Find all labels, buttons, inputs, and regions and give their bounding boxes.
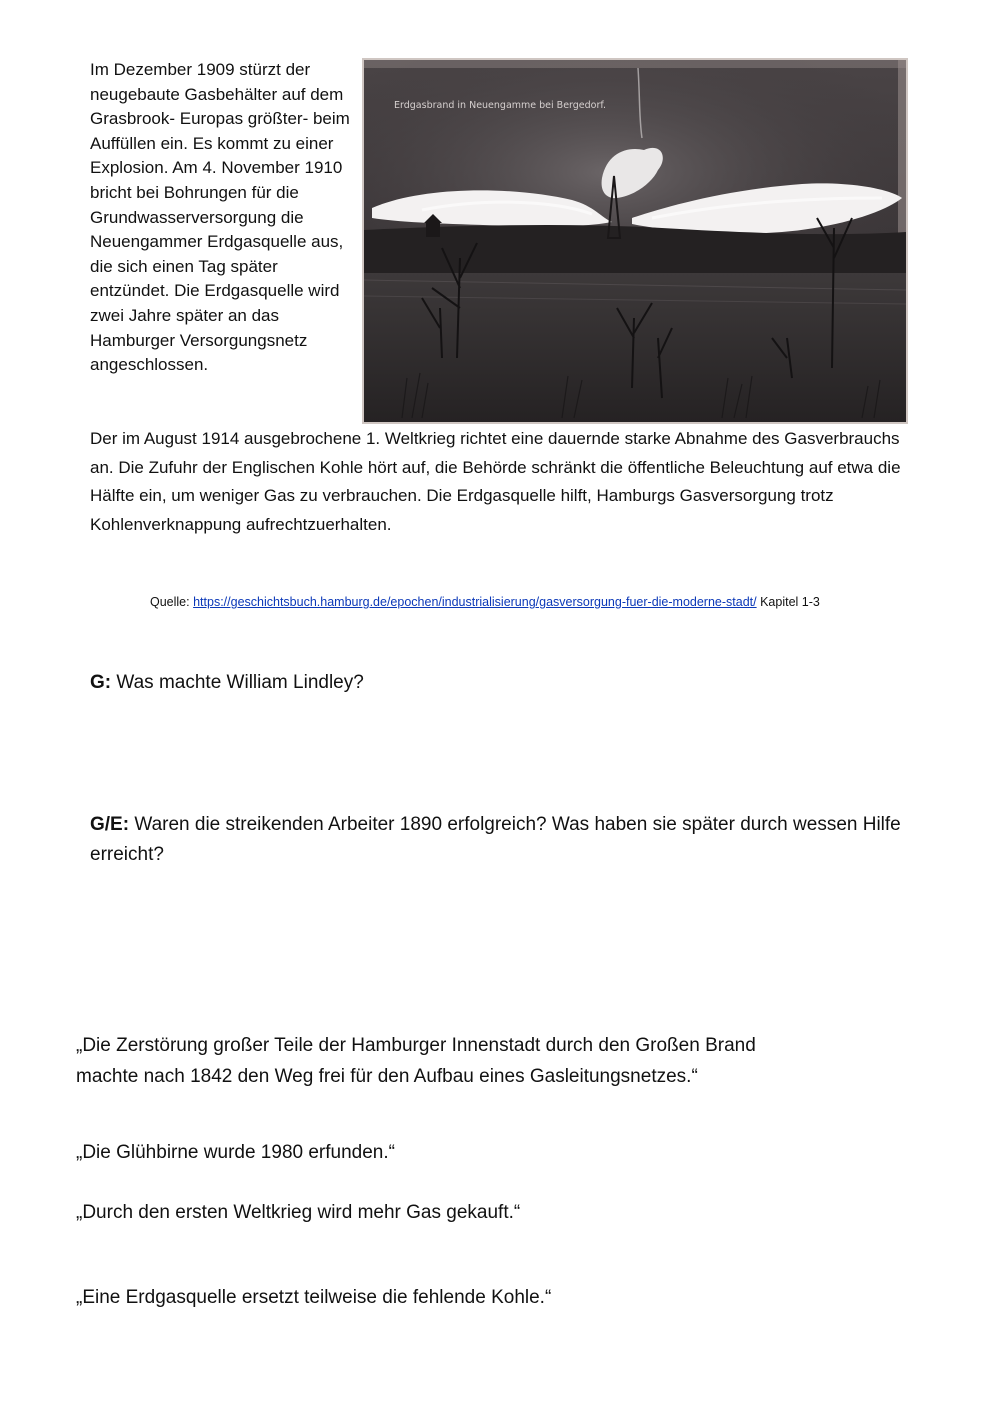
statement-3: „Durch den ersten Weltkrieg wird mehr Gas gekauft.“ (76, 1202, 521, 1223)
source-suffix: Kapitel 1-3 (760, 595, 820, 609)
statement-1: „Die Zerstörung großer Teile der Hamburger Innenstadt durch den Großen Brand machte nach 1842 den Weg frei für den Aufbau eines Gasleitungsnetzes.“ (76, 1035, 756, 1087)
statement-4: „Eine Erdgasquelle ersetzt teilweise die fehlende Kohle.“ (76, 1287, 552, 1308)
question-1-tag: G: (90, 672, 112, 693)
statement-2: „Die Glühbirne wurde 1980 erfunden.“ (76, 1142, 395, 1163)
second-paragraph: Der im August 1914 ausgebrochene 1. Weltkrieg richtet eine dauernde starke Abnahme des Gasverbrauchs an. Die Zufuhr der Englischen Kohle hört auf, die Behörde schränkt die öffentliche Beleuchtung auf etwa die Hälfte ein, um weniger Gas zu verbrauchen. Die Erdgasquelle hilft, Hamburgs Gasversorgung trotz Kohlenverknappung aufrechtzuerhalten. (90, 429, 901, 534)
source-label: Quelle: (150, 595, 190, 609)
intro-paragraph: Im Dezember 1909 stürzt der neugebaute Gasbehälter auf dem Grasbrook- Europas größter- beim Auffüllen ein. Es kommt zu einer Explosion. Am 4. November 1910 bricht bei Bohrungen für die Grundwasserversorgung die Neuengammer Erdgasquelle aus, die sich einen Tag später entzündet. Die Erdgasquelle wird zwei Jahre später an das Hamburger Versorgungsnetz angeschlossen. (90, 60, 350, 375)
question-2-text: Waren die streikenden Arbeiter 1890 erfolgreich? Was haben sie später durch wessen Hilfe erreicht? (90, 814, 901, 865)
question-2-tag: G/E: (90, 814, 130, 835)
historic-postcard-photo (362, 58, 908, 424)
source-link[interactable]: https://geschichtsbuch.hamburg.de/epochen/industrialisierung/gasversorgung-fuer-die-moderne-stadt/ (193, 595, 757, 609)
source-line (150, 594, 930, 610)
question-2 (90, 810, 910, 870)
question-1-text: Was machte William Lindley? (116, 672, 364, 693)
photo-caption: Erdgasbrand in Neuengamme bei Bergedorf. (394, 100, 607, 111)
question-1 (90, 668, 910, 698)
